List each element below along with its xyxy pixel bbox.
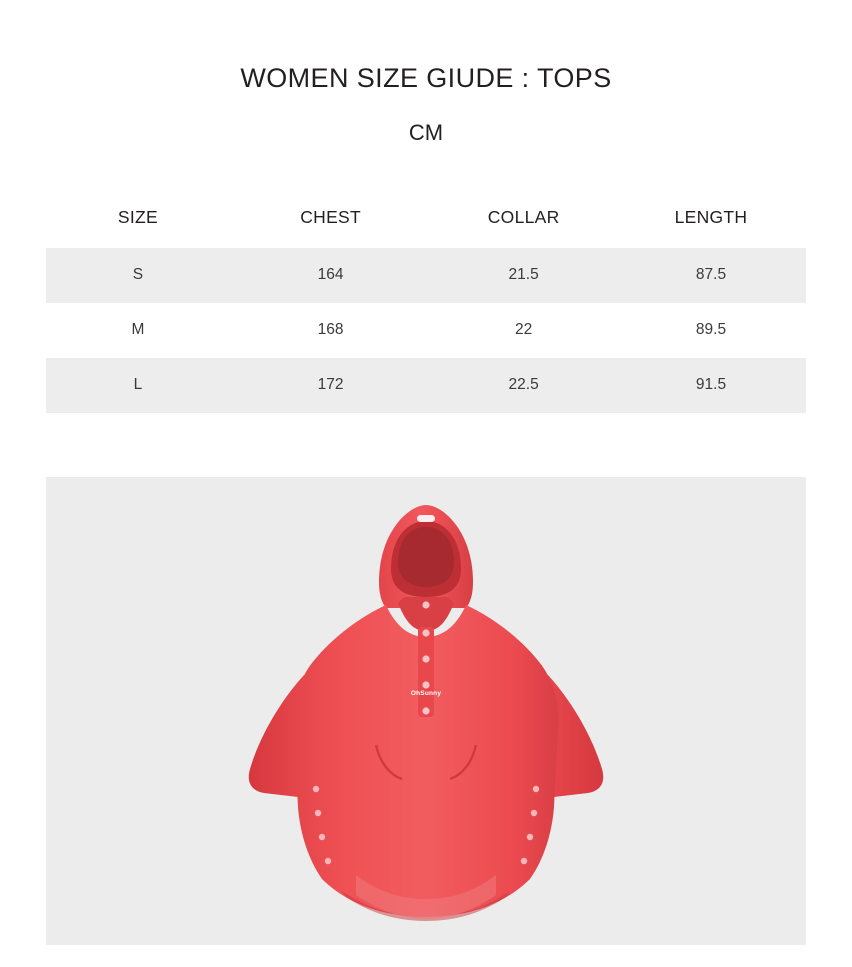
cell-chest: 164 [230,248,431,303]
side-snap [315,810,321,816]
side-snap [325,858,331,864]
size-table-body [46,248,806,413]
hood-group [379,505,473,608]
snap-button [422,681,429,688]
hood-inner-deep [398,527,454,587]
product-image-panel [46,477,806,945]
cell-size: L [46,358,230,413]
cell-collar: 21.5 [431,248,616,303]
red-hooded-poncho-raincoat-illustration [46,477,806,945]
column-header-collar: COLLAR [487,206,560,227]
table-row [46,358,806,413]
size-table [46,201,806,413]
size-table-container [46,201,806,413]
table-row [46,303,806,358]
side-snap [521,858,527,864]
cell-length: 87.5 [616,248,806,303]
cell-chest: 172 [230,358,431,413]
table-header-row [46,201,806,248]
column-header-size: SIZE [117,206,158,227]
cell-length: 89.5 [616,303,806,358]
garment-brand-text: OhSunny [410,689,442,697]
column-header-length: LENGTH [674,206,748,227]
snap-button [422,601,429,608]
table-row [46,248,806,303]
page-title: WOMEN SIZE GIUDE : TOPS [240,63,612,93]
cell-chest: 168 [230,303,431,358]
cell-length: 91.5 [616,358,806,413]
size-table-head [46,201,806,248]
side-snap [533,786,539,792]
unit-label: CM [408,120,444,146]
cell-collar: 22.5 [431,358,616,413]
side-snap [531,810,537,816]
cell-collar: 22 [431,303,616,358]
column-header-chest: CHEST [300,206,361,227]
cell-size: M [46,303,230,358]
cell-size: S [46,248,230,303]
side-snap [527,834,533,840]
snap-button [422,629,429,636]
snap-button [422,707,429,714]
hood-logo-patch [417,515,435,522]
side-snap [313,786,319,792]
side-snap [319,834,325,840]
snap-button [422,655,429,662]
button-placket [418,627,434,717]
